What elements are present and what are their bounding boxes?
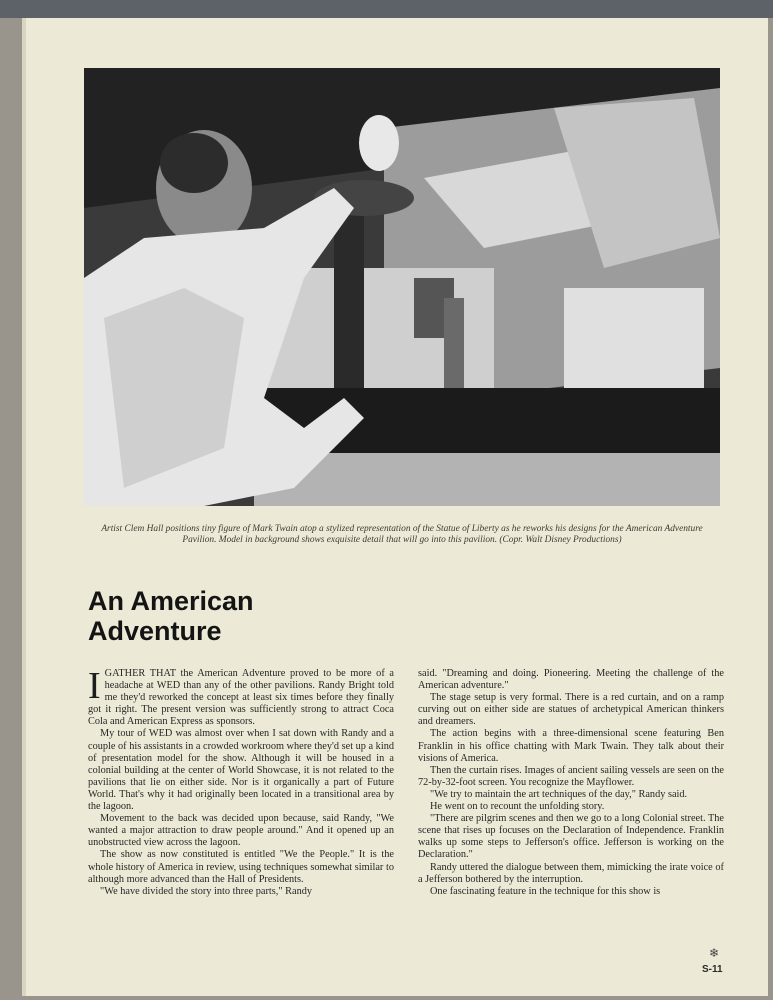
- paragraph: One fascinating feature in the technique for this show is: [430, 885, 661, 897]
- article-title-line-2: Adventure: [88, 616, 222, 646]
- paragraph: The action begins with a three-dimensional scene featuring Ben Franklin in his office chatting with Mark Twain. They talk about their visions of America.: [418, 728, 724, 764]
- paragraph: [88, 665, 394, 728]
- article-title-line-1: An American: [88, 586, 254, 616]
- paragraph-text: GATHER THAT the American Adventure proved to be more of a headache at WED than any of the other pavilions. Randy Bright told me they'd reworked the concept at least six times before they finally got it right. The present version was sufficiently strong to attract Coca Cola and American Express as sponsors.: [88, 668, 394, 728]
- top-edge-bar: [0, 0, 773, 18]
- paragraph: My tour of WED was almost over when I sat down with Randy and a couple of his assistants in a crowded workroom where they'd set up a kind of presentation model for the show. Although it will be housed in a colonial building at the center of World Showcase, it is not related to the pavilions that lie on either side. Nor is it organically a part of Future World. That's why it had originally been located in a transitional area by the lagoon.: [88, 728, 394, 813]
- article-column-left: [88, 665, 394, 898]
- paragraph: Then the curtain rises. Images of ancient sailing vessels are seen on the 72-by-32-foot screen. You recognize the Mayflower.: [418, 764, 724, 788]
- article-title: [88, 586, 448, 646]
- magazine-page: [22, 18, 768, 996]
- photo-illustration: [84, 68, 720, 506]
- paragraph: Randy uttered the dialogue between them, mimicking the irate voice of a Jefferson bothered by the interruption.: [418, 861, 724, 885]
- page-number: S-11: [702, 964, 723, 975]
- paragraph: "We have divided the story into three parts," Randy: [100, 885, 313, 897]
- paragraph: Movement to the back was decided upon because, said Randy, "We wanted a major attraction to draw people around." And it opened up an unobstructed view across the lagoon.: [88, 813, 394, 849]
- paragraph: "We try to maintain the art techniques of the day," Randy said.: [430, 788, 688, 800]
- paragraph: The stage setup is very formal. There is a red curtain, and on a ramp curving out on either side are statues of archetypical American thinkers and dreamers.: [418, 692, 724, 728]
- photo-caption: Artist Clem Hall positions tiny figure of Mark Twain atop a stylized representation of the Statue of Liberty as he reworks his designs for the American Adventure Pavilion. Model in background shows exquisite detail that will go into this pavilion. (Copr. Walt Disney Productions): [101, 524, 703, 545]
- paragraph: "There are pilgrim scenes and then we go to a long Colonial street. The scene that rises up focuses on the Declaration of Independence. Franklin walks up some steps to Jefferson's office. Jefferson is working on the Declaration.": [418, 813, 724, 861]
- paragraph: He went on to recount the unfolding story.: [430, 801, 605, 813]
- drop-cap: I: [88, 665, 101, 707]
- flourish-mark-icon: ❄: [709, 946, 720, 960]
- paragraph: The show as now constituted is entitled "We the People." It is the whole history of America in review, using techniques somewhat similar to although more advanced than the Hall of Presidents.: [88, 849, 394, 885]
- article-column-right: [418, 668, 724, 898]
- paragraph: said. "Dreaming and doing. Pioneering. Meeting the challenge of the American adventure.": [418, 668, 724, 692]
- article-photo: [84, 68, 720, 506]
